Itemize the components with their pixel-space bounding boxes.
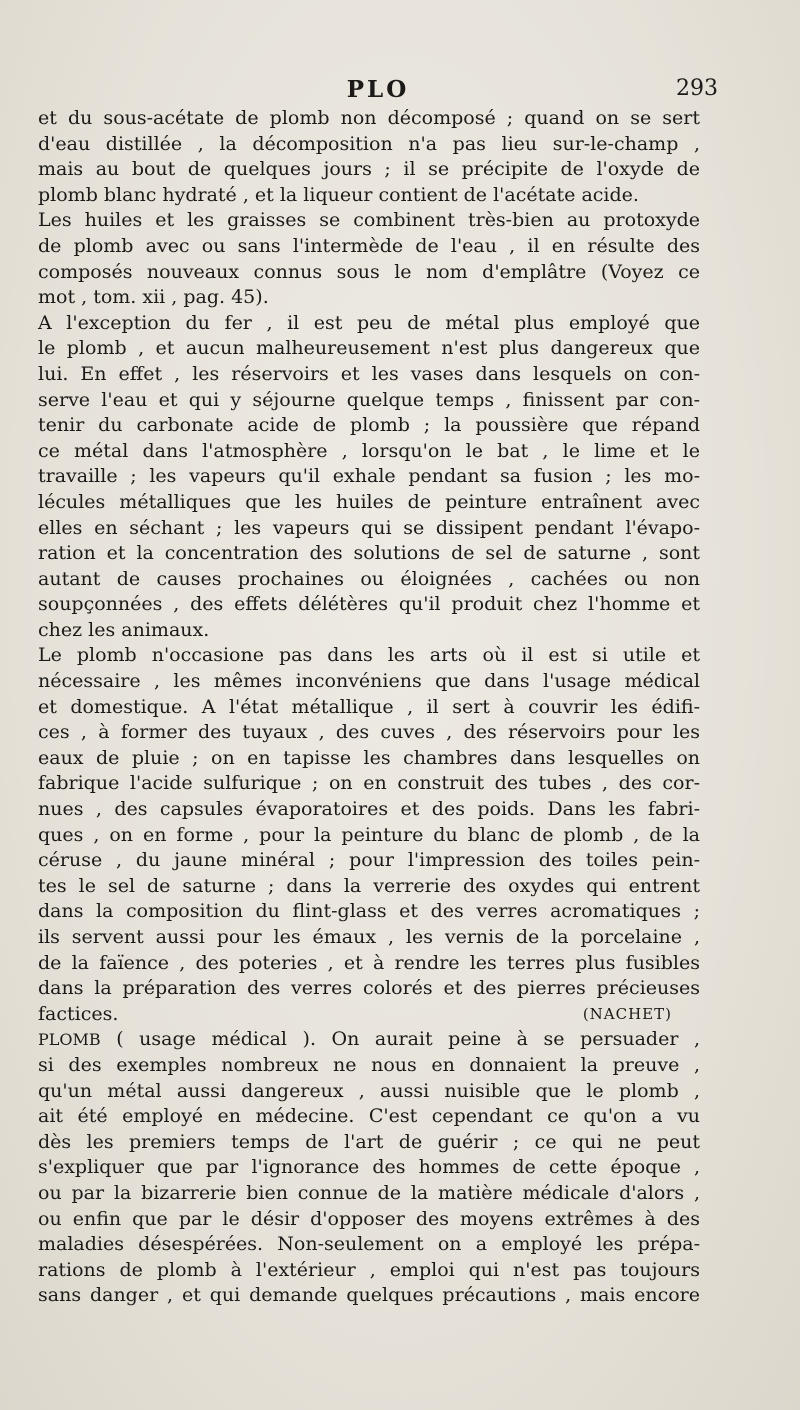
text-line: de la faïence , des poteries , et à rendre les terres plus fusibles — [38, 951, 700, 974]
text-line: d'eau distillée , la décomposition n'a pas lieu sur-le-champ , — [38, 132, 700, 155]
text-line: ces , à former des tuyaux , des cuves , des réservoirs pour les — [38, 721, 700, 744]
text-line: de plomb avec ou sans l'intermède de l'eau , il en résulte des — [38, 234, 700, 257]
text-line: A l'exception du fer , il est peu de métal plus employé que — [38, 311, 700, 334]
text-line: factices. — [38, 1002, 119, 1025]
section-heading: PLOMB — [38, 1030, 101, 1050]
text-line: lécules métalliques que les huiles de peinture entraînent avec — [38, 490, 700, 513]
text-line: autant de causes prochaines ou éloignées , cachées ou non — [38, 567, 700, 590]
text-line: soupçonnées , des effets délétères qu'il produit chez l'homme et — [38, 593, 700, 616]
text-line: rations de plomb à l'extérieur , emploi qui n'est pas toujours — [38, 1258, 700, 1281]
text-line: ration et la concentration des solutions de sel de saturne , sont — [38, 542, 700, 565]
text-line: Le plomb n'occasione pas dans les arts où il est si utile et — [38, 644, 700, 667]
text-line: le plomb , et aucun malheureusement n'est plus dangereux que — [38, 337, 700, 360]
text-line: céruse , du jaune minéral ; pour l'impression des toiles pein- — [38, 849, 700, 872]
text-line: ou par la bizarrerie bien connue de la matière médicale d'alors , — [38, 1181, 700, 1204]
text-line: fabrique l'acide sulfurique ; on en construit des tubes , des cor- — [38, 772, 700, 795]
text-line: et du sous-acétate de plomb non décomposé ; quand on se sert — [38, 107, 700, 129]
text-line: ce métal dans l'atmosphère , lorsqu'on le bat , le lime et le — [38, 439, 700, 462]
text-line: travaille ; les vapeurs qu'il exhale pendant sa fusion ; les mo- — [38, 465, 700, 488]
text-line: tes le sel de saturne ; dans la verrerie des oxydes qui entrent — [38, 874, 700, 897]
text-line: ils servent aussi pour les émaux , les vernis de la porcelaine , — [38, 926, 700, 948]
text-line: ques , on en forme , pour la peinture du blanc de plomb , de la — [38, 823, 700, 846]
page-number: 293 — [676, 76, 718, 101]
text-line: elles en séchant ; les vapeurs qui se dissipent pendant l'évapo- — [38, 516, 700, 539]
text-line: s'expliquer que par l'ignorance des hommes de cette époque , — [38, 1156, 700, 1179]
section-first-line-text: ( usage médical ). On aurait peine à se persuader , — [116, 1028, 700, 1051]
text-line: ou enfin que par le désir d'opposer des moyens extrêmes à des — [38, 1207, 700, 1230]
text-line: et domestique. A l'état métallique , il sert à couvrir les édifi- — [38, 695, 700, 718]
text-line: Les huiles et les graisses se combinent très-bien au protoxyde — [38, 209, 700, 232]
body-text — [38, 106, 700, 1309]
running-title: PLO — [346, 76, 410, 103]
text-line: qu'un métal aussi dangereux , aussi nuisible que le plomb , — [38, 1079, 700, 1102]
text-line: mot , tom. xii , pag. 45). — [38, 286, 269, 309]
text-line: eaux de pluie ; on en tapisse les chambres dans lesquelles on — [38, 746, 700, 769]
text-line-with-signature — [38, 1002, 700, 1028]
text-line: lui. En effet , les réservoirs et les vases dans lesquels on con- — [38, 362, 700, 385]
text-line: serve l'eau et qui y séjourne quelque temps , finissent par con- — [38, 388, 700, 411]
text-line: mais au bout de quelques jours ; il se précipite de l'oxyde de — [38, 158, 700, 181]
text-line: tenir du carbonate acide de plomb ; la poussière que répand — [38, 414, 700, 437]
text-line: composés nouveaux connus sous le nom d'emplâtre (Voyez ce — [38, 260, 700, 283]
text-line: sans danger , et qui demande quelques précautions , mais encore — [38, 1284, 700, 1307]
running-head — [38, 76, 718, 110]
text-line: plomb blanc hydraté , et la liqueur contient de l'acétate acide. — [38, 183, 639, 206]
text-line: si des exemples nombreux ne nous en donnaient la preuve , — [38, 1053, 700, 1076]
text-line: nues , des capsules évaporatoires et des poids. Dans les fabri- — [38, 798, 700, 821]
text-line: dans la composition du flint-glass et des verres acromatiques ; — [38, 900, 700, 923]
section-first-line — [38, 1027, 700, 1053]
author-signature: (NACHET) — [582, 1004, 672, 1023]
text-line: chez les animaux. — [38, 618, 210, 641]
text-line: dans la préparation des verres colorés et des pierres précieuses — [38, 977, 700, 1000]
text-line: maladies désespérées. Non-seulement on a employé les prépa- — [38, 1233, 700, 1256]
text-line: nécessaire , les mêmes inconvéniens que dans l'usage médical — [38, 670, 700, 693]
text-line: ait été employé en médecine. C'est cependant ce qu'on a vu — [38, 1105, 700, 1128]
text-line: dès les premiers temps de l'art de guérir ; ce qui ne peut — [38, 1130, 700, 1153]
